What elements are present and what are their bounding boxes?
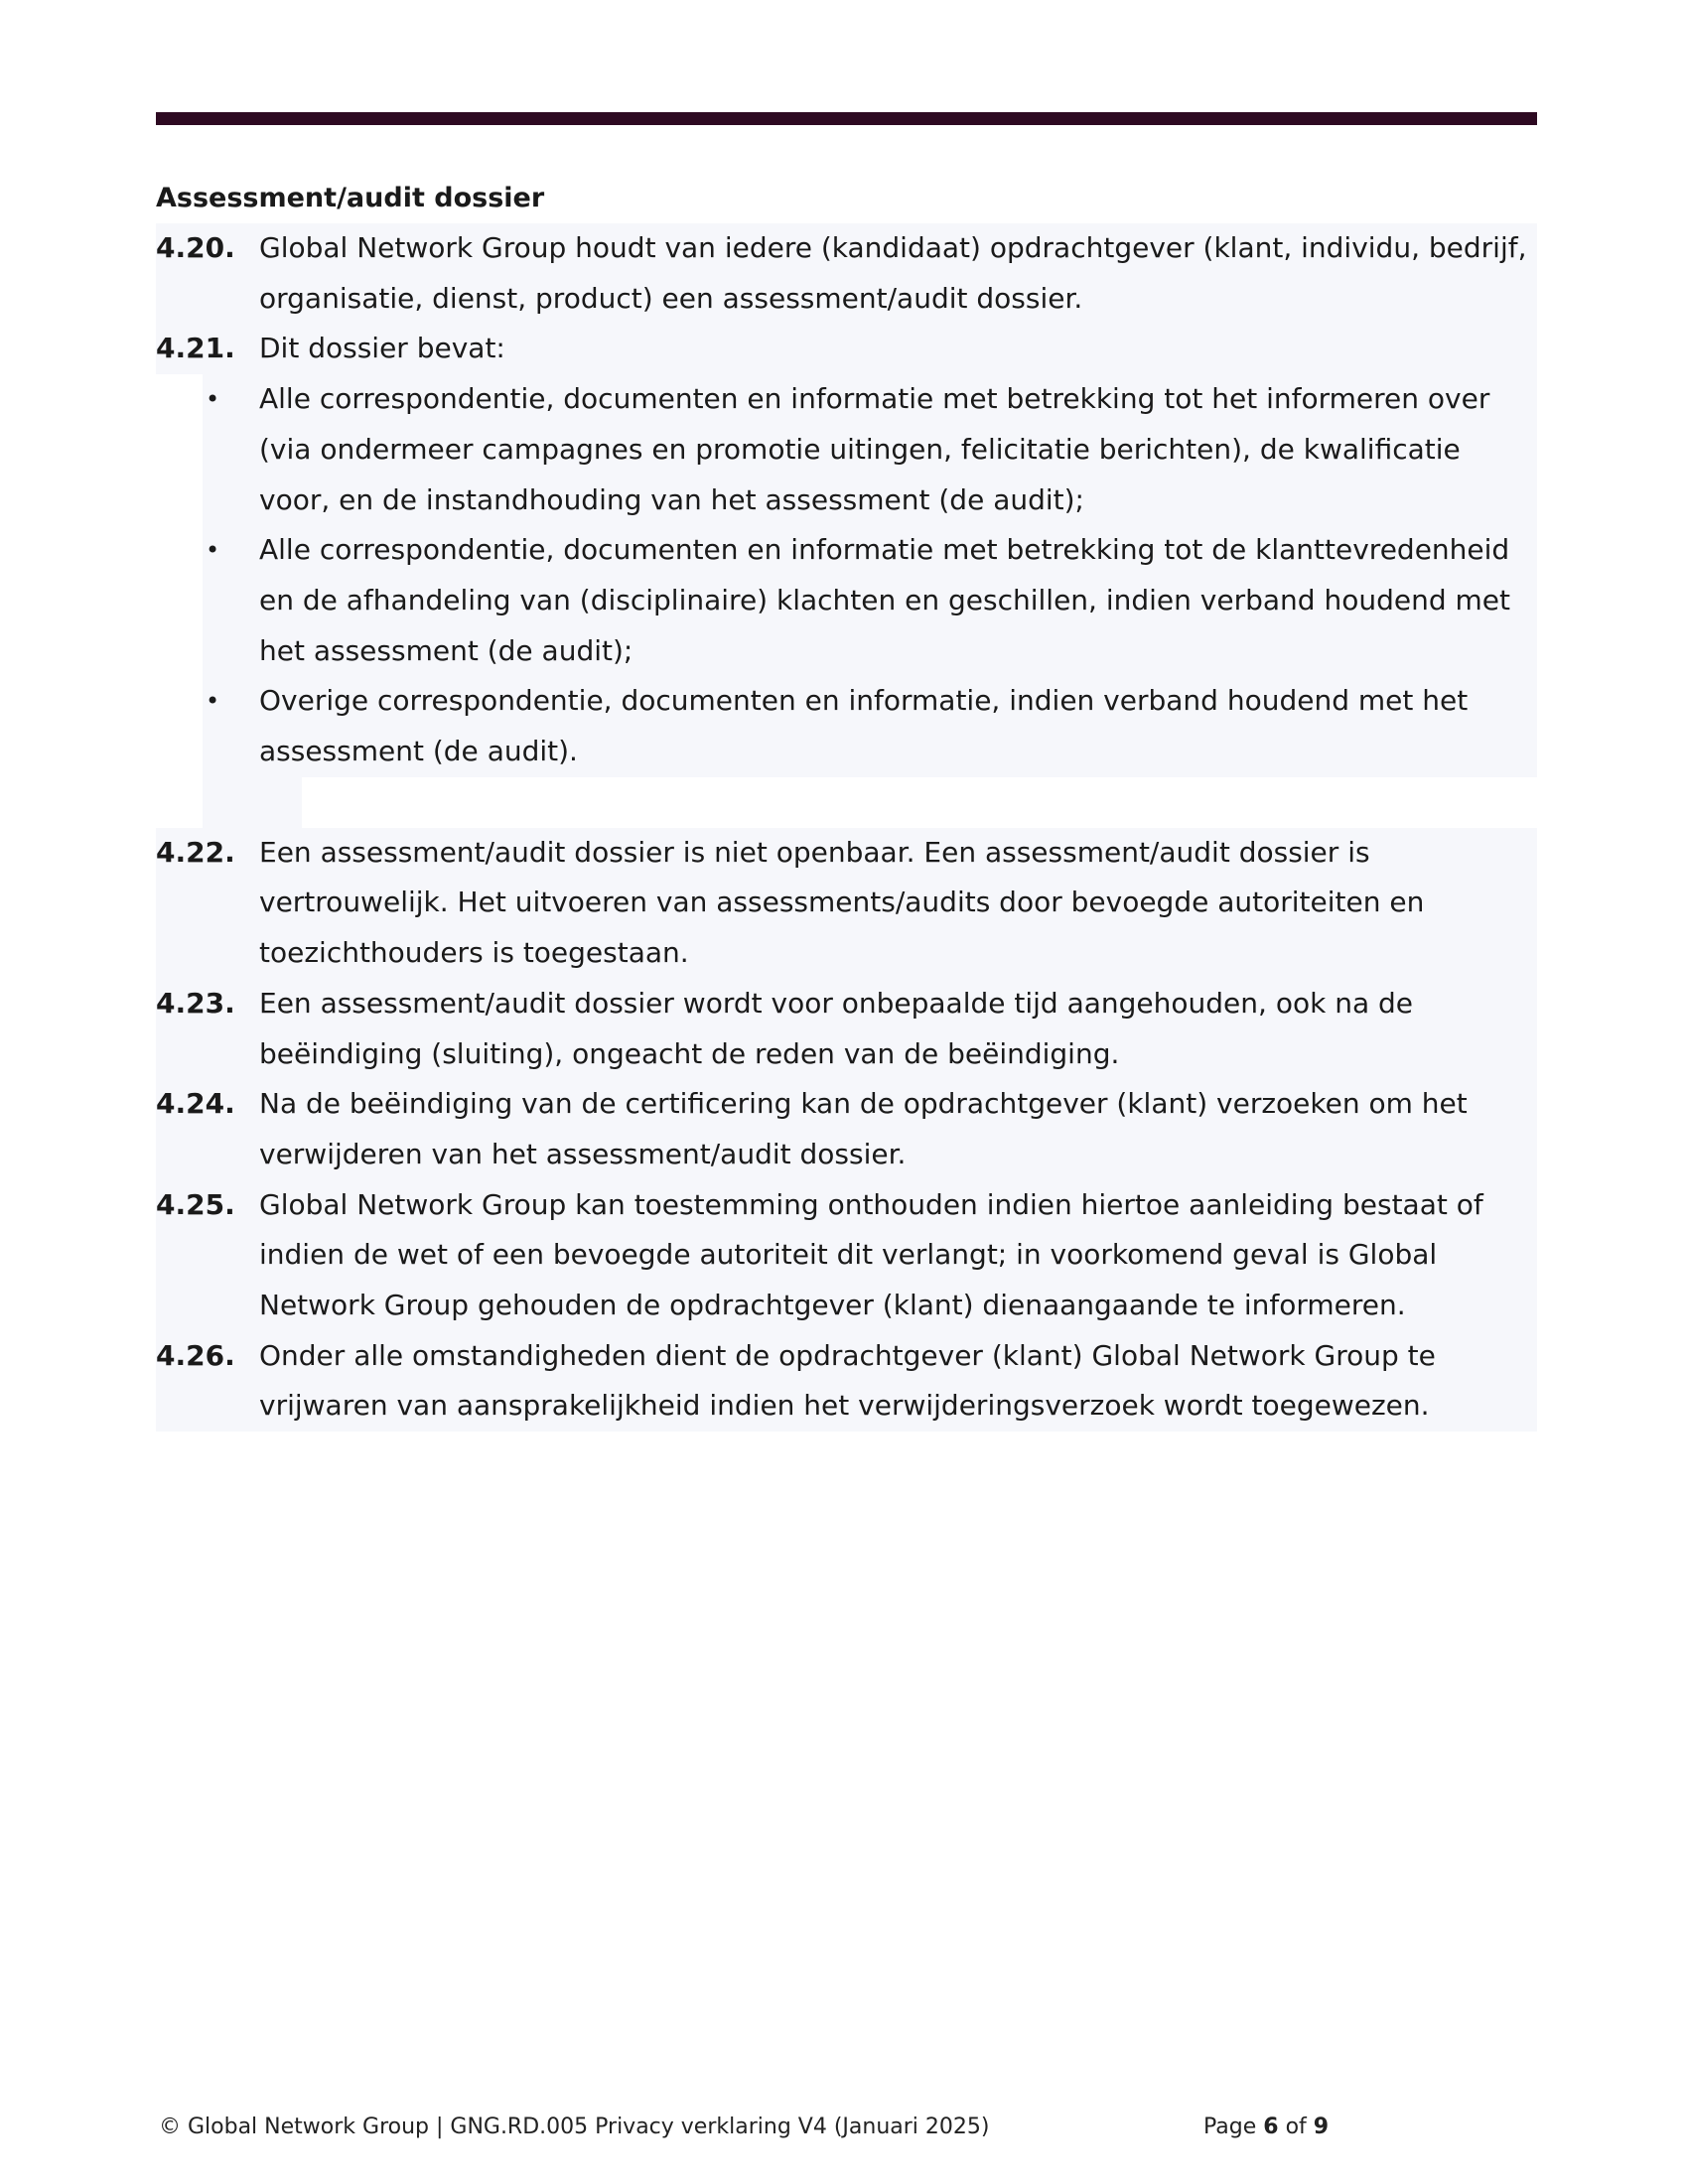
- footer-copyright: © Global Network Group | GNG.RD.005 Privacy verklaring V4 (Januari 2025): [159, 2115, 990, 2139]
- clause-number: 4.26.: [156, 1338, 235, 1372]
- clause-block-a: [156, 223, 1537, 374]
- list-item-text: Alle correspondentie, documenten en informatie met betrekking tot de klanttevredenheid en de afhandeling van (disciplinaire) klachten en geschillen, indien verband houdend met het assessment (de audit);: [259, 533, 1510, 667]
- bullet-icon: •: [206, 385, 220, 414]
- clause-text: Onder alle omstandigheden dient de opdrachtgever (klant) Global Network Group te vrijwaren van aansprakelijkheid indien het verwijderingsverzoek wordt toegewezen.: [259, 1338, 1436, 1423]
- list-item-text: Alle correspondentie, documenten en informatie met betrekking tot het informeren over (via ondermeer campagnes en promotie uitingen, felicitatie berichten), de kwalificatie voor, en de instandhouding van het assessment (de audit);: [259, 382, 1490, 516]
- page-total: 9: [1313, 2115, 1330, 2139]
- clause-text: Dit dossier bevat:: [259, 332, 505, 365]
- list-item: [203, 676, 1537, 776]
- clause-text: Een assessment/audit dossier wordt voor onbepaalde tijd aangehouden, ook na de beëindiging (sluiting), ongeacht de reden van de beëindiging.: [259, 986, 1414, 1070]
- dossier-contents-list: [203, 374, 1537, 777]
- clause-4-25: [156, 1180, 1537, 1331]
- clause-number: 4.21.: [156, 332, 235, 365]
- clause-text: Global Network Group kan toestemming onthouden indien hiertoe aanleiding bestaat of indien de wet of een bevoegde autoriteit dit verlangt; in voorkomend geval is Global Network Group gehouden de opdrachtgever (klant) dienaangaande te informeren.: [259, 1187, 1483, 1322]
- page-of: of: [1285, 2115, 1307, 2139]
- clause-4-22: [156, 828, 1537, 979]
- clause-text: Een assessment/audit dossier is niet openbaar. Een assessment/audit dossier is vertrouwelijk. Het uitvoeren van assessments/audits door bevoegde autoriteiten en toezichthouders is toegestaan.: [259, 835, 1425, 970]
- clause-number: 4.23.: [156, 986, 235, 1020]
- list-item: [203, 374, 1537, 525]
- clause-number: 4.24.: [156, 1087, 235, 1121]
- spacer: [203, 777, 302, 828]
- clause-text: Global Network Group houdt van iedere (kandidaat) opdrachtgever (klant, individu, bedrijf, organisatie, dienst, product) een assessment/audit dossier.: [259, 231, 1527, 315]
- clause-text: Na de beëindiging van de certificering kan de opdrachtgever (klant) verzoeken om het verwijderen van het assessment/audit dossier.: [259, 1087, 1468, 1170]
- page-label: Page: [1203, 2115, 1257, 2139]
- clause-4-20: [156, 223, 1537, 324]
- clause-number: 4.25.: [156, 1187, 235, 1221]
- clause-4-21: [156, 324, 1537, 374]
- list-item-text: Overige correspondentie, documenten en informatie, indien verband houdend met het assessment (de audit).: [259, 684, 1469, 768]
- clause-4-23: [156, 979, 1537, 1079]
- page-current: 6: [1263, 2115, 1279, 2139]
- page-number: [1203, 2113, 1329, 2142]
- clause-number: 4.20.: [156, 231, 235, 264]
- list-item: [203, 525, 1537, 676]
- document-body: [156, 174, 1537, 1432]
- bullet-icon: •: [206, 536, 220, 565]
- clause-number: 4.22.: [156, 835, 235, 869]
- section-title: Assessment/audit dossier: [156, 183, 545, 213]
- header-rule: [156, 112, 1537, 125]
- bullet-icon: •: [206, 687, 220, 716]
- clause-block-b: [156, 828, 1537, 1432]
- clause-4-26: [156, 1331, 1537, 1432]
- clause-4-24: [156, 1079, 1537, 1179]
